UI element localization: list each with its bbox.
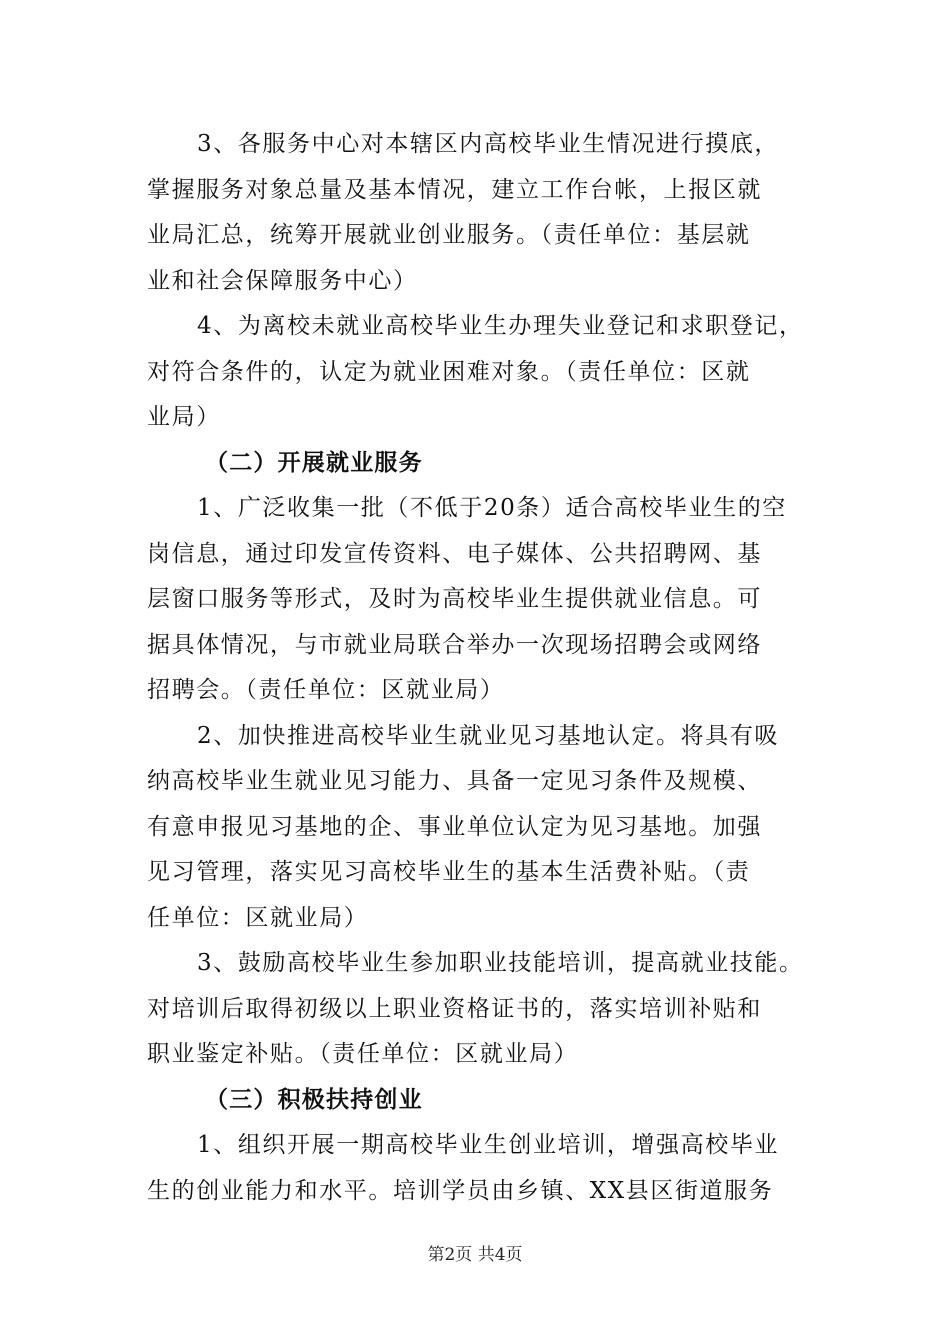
service-item-1-line-5: 招聘会。（责任单位：区就业局） bbox=[147, 677, 505, 703]
section-heading-3: （三）积极扶持创业 bbox=[205, 1086, 423, 1113]
startup-item-1-line-1: 1、组织开展一期高校毕业生创业培训，增强高校毕业 bbox=[197, 1132, 780, 1158]
document-body bbox=[147, 122, 835, 1214]
startup-item-1-line-2: 生的创业能力和水平。培训学员由乡镇、XX县区街道服务 bbox=[147, 1177, 774, 1204]
service-item-2-line-2: 纳高校毕业生就业见习能力、具备一定见习条件及规模、 bbox=[147, 768, 762, 794]
section-heading-2: （二）开展就业服务 bbox=[205, 449, 423, 476]
paragraph-4-line-1: 4、为离校未就业高校毕业生办理失业登记和求职登记， bbox=[197, 313, 804, 339]
service-item-2-line-4: 见习管理，落实见习高校毕业生的基本生活费补贴。（责 bbox=[147, 859, 751, 885]
paragraph-4-line-2: 对符合条件的，认定为就业困难对象。（责任单位：区就 bbox=[147, 358, 751, 385]
paragraph-4-line-3: 业局） bbox=[147, 404, 221, 430]
service-item-2-line-5: 任单位：区就业局） bbox=[147, 904, 369, 931]
service-item-1-line-1: 1、广泛收集一批（不低于20条）适合高校毕业生的空 bbox=[197, 495, 787, 521]
paragraph-3-line-1: 3、各服务中心对本辖区内高校毕业生情况进行摸底， bbox=[197, 131, 780, 157]
service-item-1-line-3: 层窗口服务等形式，及时为高校毕业生提供就业信息。可 bbox=[147, 586, 762, 612]
service-item-3-line-1: 3、鼓励高校毕业生参加职业技能培训，提高就业技能。 bbox=[197, 950, 804, 976]
page-footer: 第2页 共4页 bbox=[427, 1245, 523, 1265]
service-item-2-line-3: 有意申报见习基地的企、事业单位认定为见习基地。加强 bbox=[147, 813, 762, 840]
service-item-1-line-4: 据具体情况，与市就业局联合举办一次现场招聘会或网络 bbox=[147, 631, 762, 658]
service-item-1-line-2: 岗信息，通过印发宣传资料、电子媒体、公共招聘网、基 bbox=[147, 540, 762, 567]
service-item-3-line-3: 职业鉴定补贴。（责任单位：区就业局） bbox=[147, 1041, 579, 1067]
paragraph-3-line-2: 掌握服务对象总量及基本情况，建立工作台帐，上报区就 bbox=[147, 176, 762, 203]
paragraph-3-line-4: 业和社会保障服务中心） bbox=[147, 267, 418, 294]
service-item-3-line-2: 对培训后取得初级以上职业资格证书的，落实培训补贴和 bbox=[147, 995, 762, 1022]
paragraph-3-line-3: 业局汇总，统筹开展就业创业服务。（责任单位：基层就 bbox=[147, 222, 751, 248]
service-item-2-line-1: 2、加快推进高校毕业生就业见习基地认定。将具有吸 bbox=[197, 722, 780, 749]
